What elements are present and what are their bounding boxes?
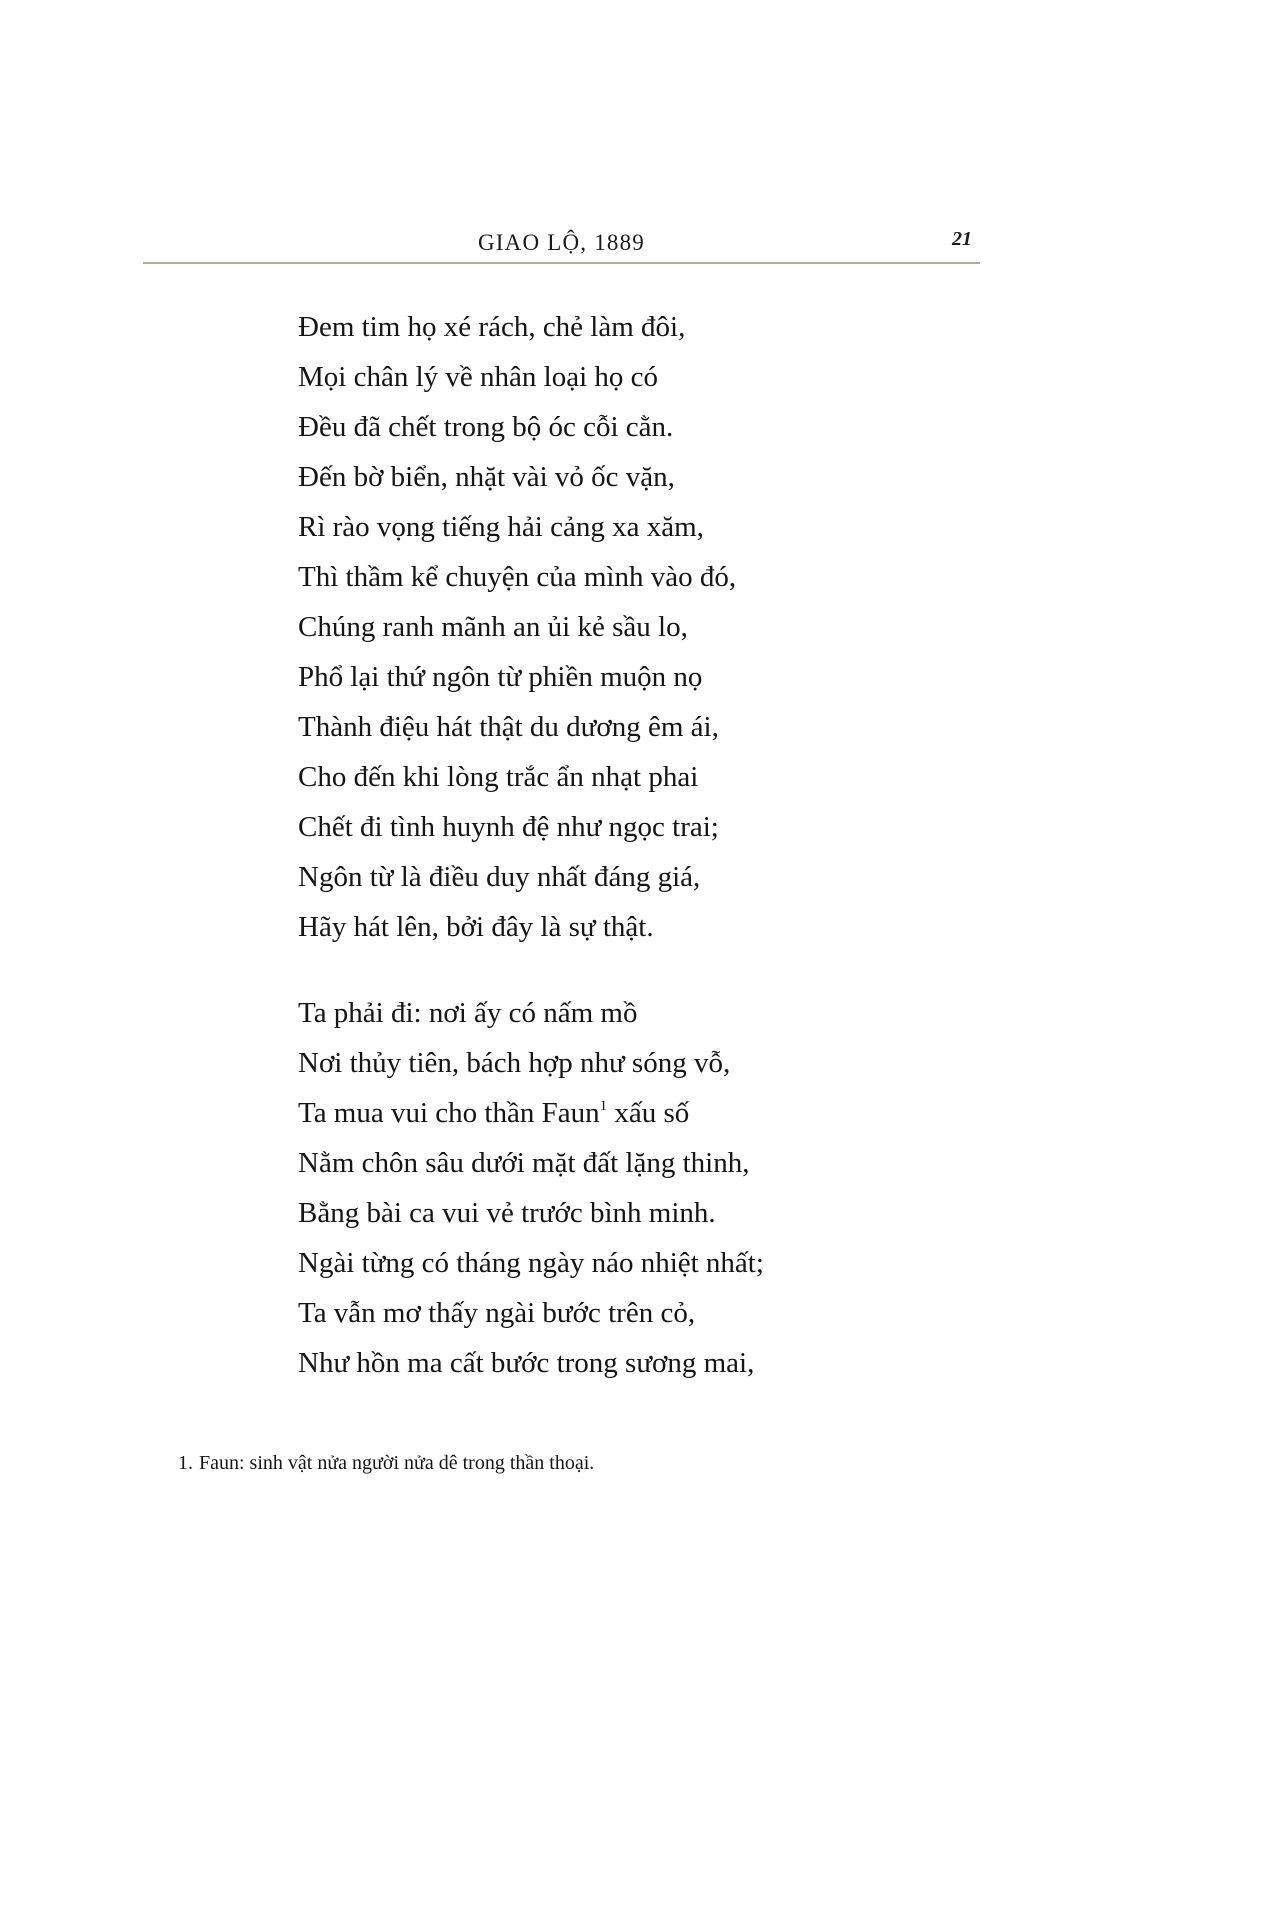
stanza-2 — [298, 988, 998, 1388]
stanza-1 — [298, 302, 998, 952]
line-text-before: Ta mua vui cho thần Faun — [298, 1097, 600, 1129]
poem-line: Chết đi tình huynh đệ như ngọc trai; — [298, 811, 719, 843]
poem-body — [298, 302, 998, 1388]
poem-line: Hãy hát lên, bởi đây là sự thật. — [298, 911, 654, 943]
poem-line: Ta phải đi: nơi ấy có nấm mồ — [298, 997, 638, 1029]
poem-line: Đem tim họ xé rách, chẻ làm đôi, — [298, 311, 686, 343]
header-rule — [143, 262, 980, 264]
poem-line: Chúng ranh mãnh an ủi kẻ sầu lo, — [298, 611, 688, 643]
poem-line: Ta vẫn mơ thấy ngài bước trên cỏ, — [298, 1297, 696, 1329]
running-title: GIAO LỘ, 1889 — [478, 230, 645, 255]
poem-line: Đều đã chết trong bộ óc cỗi cằn. — [298, 411, 674, 443]
poem-line: Cho đến khi lòng trắc ẩn nhạt phai — [298, 761, 699, 793]
poem-line: Bằng bài ca vui vẻ trước bình minh. — [298, 1197, 716, 1229]
running-head — [143, 224, 980, 264]
poem-line: Nơi thủy tiên, bách hợp như sóng vỗ, — [298, 1047, 731, 1079]
footnote-reference[interactable]: 1 — [599, 1098, 608, 1114]
line-text-after: xấu số — [607, 1097, 690, 1129]
poem-line: Ngài từng có tháng ngày náo nhiệt nhất; — [298, 1247, 764, 1279]
poem-line: Thì thầm kể chuyện của mình vào đó, — [298, 561, 737, 593]
footnote-number: 1. — [178, 1452, 193, 1474]
poem-line: Ngôn từ là điều duy nhất đáng giá, — [298, 861, 701, 893]
poem-line: Như hồn ma cất bước trong sương mai, — [298, 1347, 755, 1379]
footnote-text: Faun: sinh vật nửa người nửa dê trong thần thoại. — [199, 1452, 595, 1474]
poem-line: Đến bờ biển, nhặt vài vỏ ốc vặn, — [298, 461, 675, 493]
poem-line: Nằm chôn sâu dưới mặt đất lặng thinh, — [298, 1147, 750, 1179]
poem-line: Phổ lại thứ ngôn từ phiền muộn nọ — [298, 661, 703, 693]
poem-line: Rì rào vọng tiếng hải cảng xa xăm, — [298, 511, 704, 543]
poem-line: Mọi chân lý về nhân loại họ có — [298, 361, 658, 393]
footnote — [178, 1452, 594, 1475]
poem-line: Thành điệu hát thật du dương êm ái, — [298, 711, 719, 743]
poem-line-with-footnote — [298, 1088, 998, 1138]
page-number: 21 — [952, 228, 972, 250]
